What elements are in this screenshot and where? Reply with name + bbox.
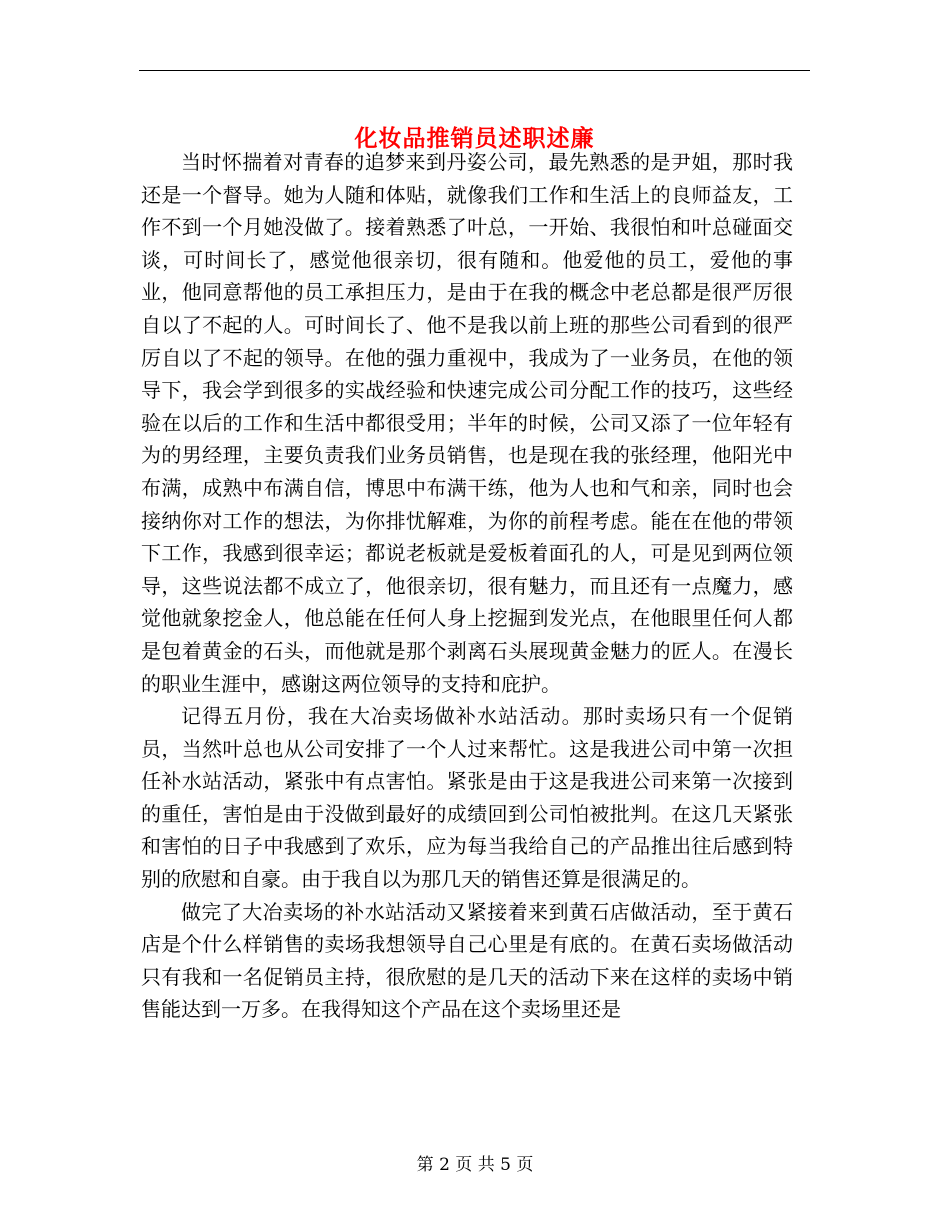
document-title: 化妆品推销员述职述廉 bbox=[354, 125, 595, 153]
page-number-footer: 第 2 页 共 5 页 bbox=[416, 1155, 534, 1175]
body-paragraph: 做完了大冶卖场的补水站活动又紧接着来到黄石店做活动，至于黄石店是个什么样销售的卖场我想领导自己心里是有底的。在黄石卖场做活动只有我和一名促销员主持，很欣慰的是几天的活动下来在这样的卖场中销售能达到一万多。在我得知这个产品在这个卖场里还是 bbox=[141, 899, 793, 1022]
document-body bbox=[141, 146, 793, 1026]
body-paragraph: 当时怀揣着对青春的追梦来到丹姿公司，最先熟悉的是尹姐，那时我还是一个督导。她为人随和体贴，就像我们工作和生活上的良师益友，工作不到一个月她没做了。接着熟悉了叶总，一开始、我很怕和叶总碰面交谈，可时间长了，感觉他很亲切，很有随和。他爱他的员工，爱他的事业，他同意帮他的员工承担压力，是由于在我的概念中老总都是很严厉很自以了不起的人。可时间长了、他不是我以前上班的那些公司看到的很严厉自以了不起的领导。在他的强力重视中，我成为了一业务员，在他的领导下，我会学到很多的实战经验和快速完成公司分配工作的技巧，这些经验在以后的工作和生活中都很受用；半年的时候，公司又添了一位年轻有为的男经理，主要负责我们业务员销售，也是现在我的张经理，他阳光中布满，成熟中布满自信，博思中布满干练，他为人也和气和亲，同时也会接纳你对工作的想法，为你排忧解难，为你的前程考虑。能在在他的带领下工作，我感到很幸运；都说老板就是爱板着面孔的人，可是见到两位领导，这些说法都不成立了，他很亲切，很有魅力，而且还有一点魔力，感觉他就象挖金人，他总能在任何人身上挖掘到发光点，在他眼里任何人都是包着黄金的石头，而他就是那个剥离石头展现黄金魅力的匠人。在漫长的职业生涯中，感谢这两位领导的支持和庇护。 bbox=[141, 150, 793, 696]
body-paragraph: 记得五月份，我在大冶卖场做补水站活动。那时卖场只有一个促销员，当然叶总也从公司安排了一个人过来帮忙。这是我进公司中第一次担任补水站活动，紧张中有点害怕。紧张是由于这是我进公司来第一次接到的重任，害怕是由于没做到最好的成绩回到公司怕被批判。在这几天紧张和害怕的日子中我感到了欢乐，应为每当我给自己的产品推出往后感到特别的欣慰和自豪。由于我自以为那几天的销售还算是很满足的。 bbox=[141, 704, 793, 892]
header-rule bbox=[139, 70, 810, 71]
